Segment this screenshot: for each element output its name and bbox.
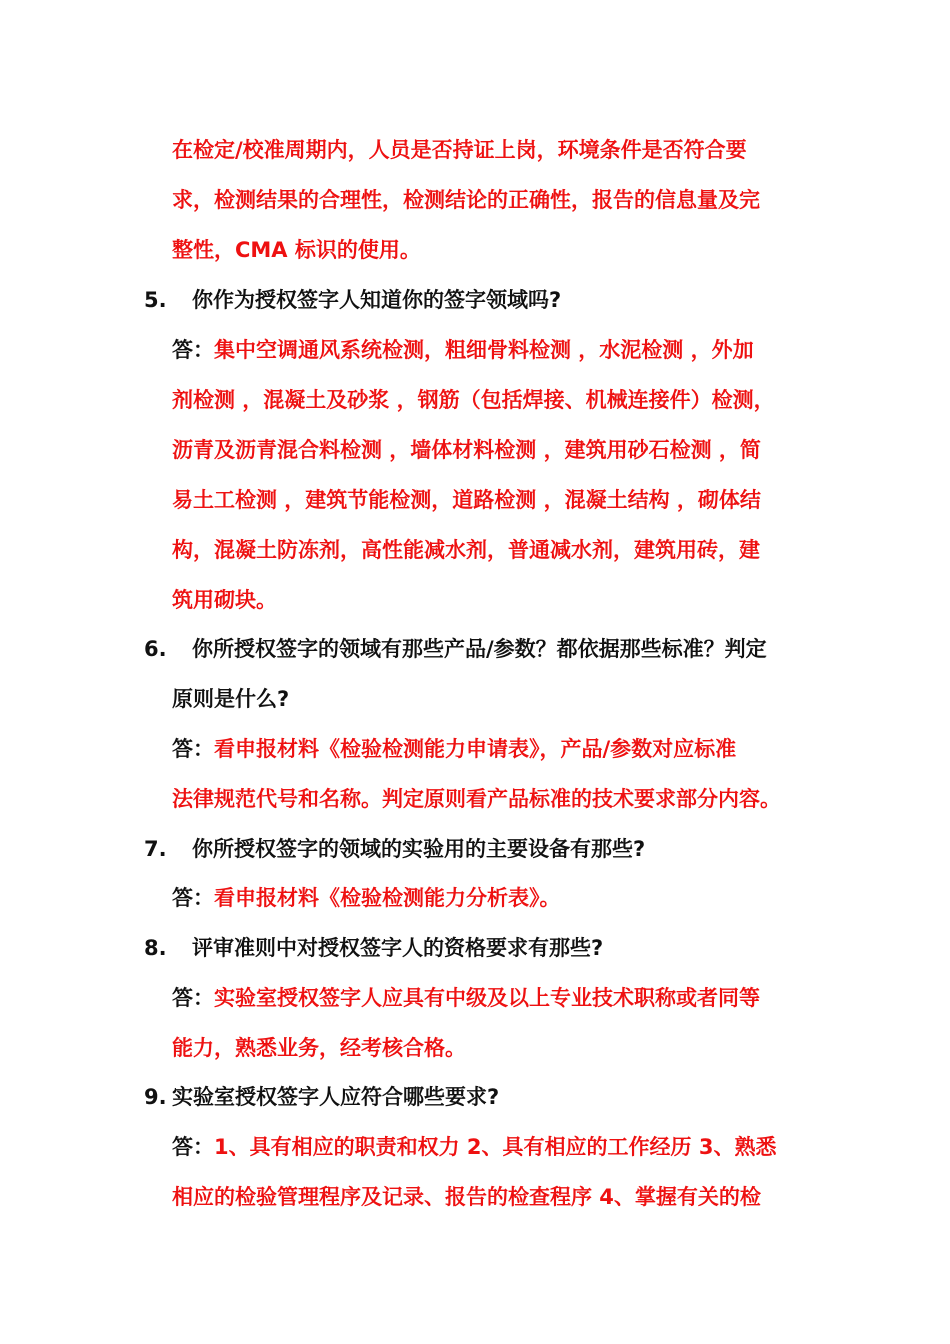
answer-5-line-5: 构，混凝土防冻剂，高性能减水剂，普通减水剂，建筑用砖，建 [172,538,760,562]
answer-8-line-1 [172,983,760,1013]
answer-continuation-line-2: 求，检测结果的合理性，检测结论的正确性，报告的信息量及完 [172,188,760,212]
answer-9-line-1 [172,1132,776,1162]
question-6-text-2: 原则是什么? [172,687,290,711]
answer-6-line-1 [172,734,736,764]
question-6-text-1: 你所授权签字的领域有那些产品/参数？都依据那些标准？判定 [192,637,767,661]
question-6-number: 6. [144,637,167,661]
answer-8-prefix: 答： [172,986,214,1010]
question-9-text: 实验室授权签字人应符合哪些要求? [172,1085,500,1109]
answer-7-text-1: 看申报材料《检验检测能力分析表》。 [214,886,561,910]
question-9-number: 9. [144,1085,167,1109]
answer-continuation-line-3: 整性，CMA 标识的使用。 [172,238,421,262]
question-5-text: 你作为授权签字人知道你的签字领域吗? [192,288,562,312]
answer-6-prefix: 答： [172,737,214,761]
answer-6-text-1: 看申报材料《检验检测能力申请表》，产品/参数对应标准 [214,737,737,761]
answer-7-prefix: 答： [172,886,214,910]
answer-9-prefix: 答： [172,1135,214,1159]
question-5-number: 5. [144,288,167,312]
answer-5-line-3: 沥青及沥青混合料检测 ，墙体材料检测 ，建筑用砂石检测 ，简 [172,438,761,462]
answer-5-text-1: 集中空调通风系统检测，粗细骨料检测 ，水泥检测 ，外加 [214,338,754,362]
answer-5-line-1 [172,335,754,365]
answer-5-line-6: 筑用砌块。 [172,588,277,612]
answer-9-text-1: 1、具有相应的职责和权力 2、具有相应的工作经历 3、熟悉 [214,1135,777,1159]
question-8-number: 8. [144,936,167,960]
answer-5-prefix: 答： [172,338,214,362]
answer-5-line-2: 剂检测 ，混凝土及砂浆 ，钢筋（包括焊接、机械连接件）检测， [172,388,775,412]
answer-continuation-line-1: 在检定/校准周期内，人员是否持证上岗，环境条件是否符合要 [172,138,747,162]
question-7-text: 你所授权签字的领域的实验用的主要设备有那些? [192,837,646,861]
question-7-number: 7. [144,837,167,861]
answer-8-text-1: 实验室授权签字人应具有中级及以上专业技术职称或者同等 [214,986,760,1010]
answer-9-line-2: 相应的检验管理程序及记录、报告的检查程序 4、掌握有关的检 [172,1185,761,1209]
question-8-text: 评审准则中对授权签字人的资格要求有那些? [192,936,604,960]
answer-8-line-2: 能力，熟悉业务，经考核合格。 [172,1036,466,1060]
answer-5-line-4: 易土工检测 ，建筑节能检测，道路检测 ，混凝土结构 ，砌体结 [172,488,761,512]
answer-6-line-2: 法律规范代号和名称。判定原则看产品标准的技术要求部分内容。 [172,787,781,811]
answer-7-line-1 [172,883,561,913]
